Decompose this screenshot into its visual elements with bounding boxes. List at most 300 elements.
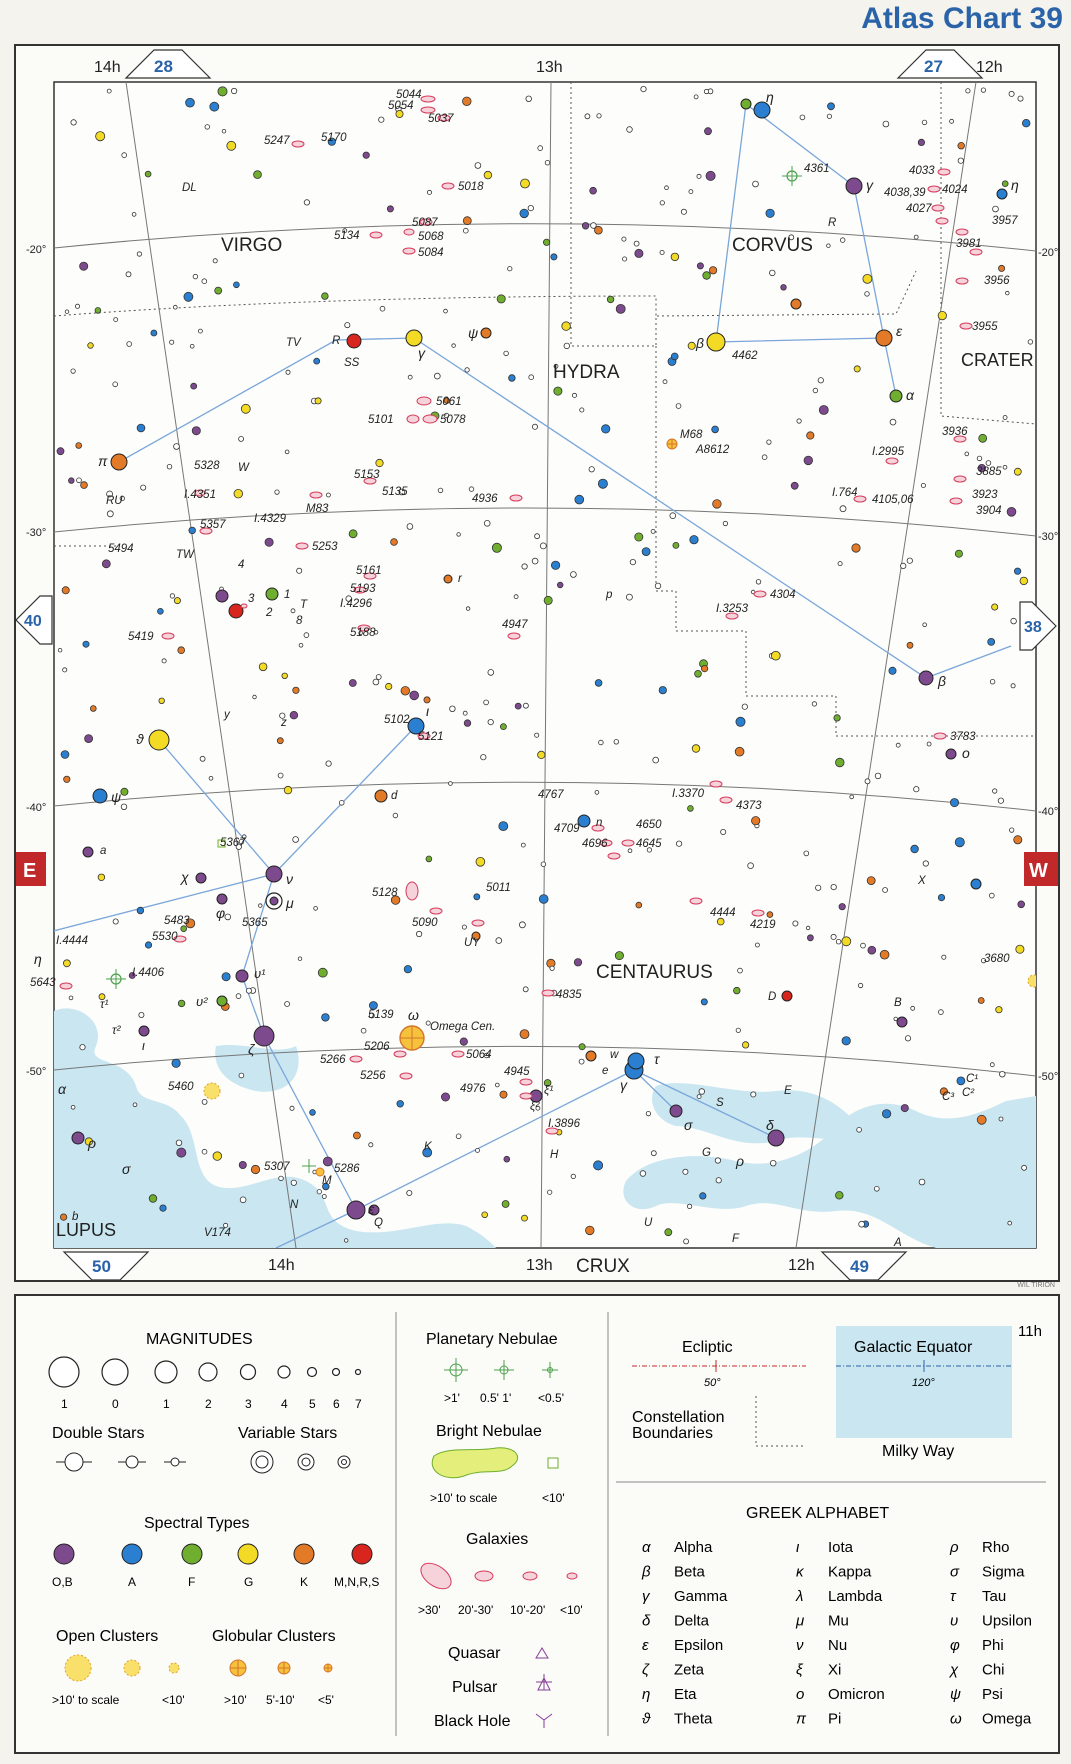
faint-star	[495, 1083, 499, 1087]
faint-star	[911, 1006, 915, 1010]
faint-star	[499, 822, 508, 831]
faint-star	[259, 904, 263, 908]
faint-star	[594, 1161, 603, 1170]
faint-star	[615, 952, 623, 960]
label-4105: 4105,06	[872, 494, 914, 506]
label-5460: 5460	[168, 1081, 194, 1093]
faint-star	[504, 351, 509, 356]
svg-text:27: 27	[924, 57, 943, 76]
faint-star	[595, 791, 599, 795]
faint-star	[978, 998, 984, 1004]
faint-star	[102, 560, 110, 568]
faint-star	[299, 643, 303, 647]
label-c3: C³	[942, 1091, 955, 1103]
faint-star	[923, 861, 928, 866]
label-x-var: X	[918, 875, 926, 887]
faint-star	[239, 1161, 246, 1168]
faint-star	[426, 856, 432, 862]
star-n-cen	[578, 815, 590, 827]
adjacent-chart-arrow-top-left[interactable]	[126, 50, 210, 78]
faint-star	[259, 663, 267, 671]
faint-star	[285, 450, 289, 454]
faint-star	[551, 254, 557, 260]
spectral-swatch	[54, 1544, 74, 1564]
greek-symbol: ξ	[796, 1661, 803, 1679]
faint-star	[640, 1171, 646, 1177]
label-w-small: w	[610, 1049, 619, 1061]
label-5357: 5357	[200, 519, 226, 531]
faint-star	[353, 1132, 360, 1139]
faint-star	[463, 228, 468, 233]
faint-star	[1022, 1165, 1027, 1170]
faint-star	[721, 829, 726, 834]
faint-star	[634, 241, 639, 246]
label-5170: 5170	[321, 132, 347, 144]
faint-star	[865, 292, 870, 297]
faint-star	[215, 287, 222, 294]
label-tv: TV	[286, 337, 301, 349]
label-eta-cen: η	[34, 951, 42, 967]
label-5253: 5253	[312, 541, 338, 553]
faint-star	[874, 1186, 879, 1191]
legend-double-stars: Double Stars	[52, 1425, 145, 1442]
greek-name: Eta	[674, 1686, 697, 1703]
faint-star	[992, 604, 998, 610]
faint-star	[868, 946, 876, 954]
faint-star	[993, 206, 999, 212]
star-3-cen	[216, 590, 228, 602]
faint-star	[771, 651, 780, 660]
faint-star	[177, 1148, 186, 1157]
legend-planetary-medium: 0.5' 1'	[480, 1391, 512, 1405]
label-i4296: I.4296	[340, 598, 372, 610]
greek-name: Omega	[982, 1710, 1032, 1728]
faint-star	[703, 272, 711, 280]
spectral-label: F	[188, 1575, 196, 1589]
faint-star	[818, 378, 823, 383]
faint-star	[227, 141, 236, 150]
star-theta-cen	[149, 730, 169, 750]
label-5530: 5530	[152, 931, 178, 943]
faint-star	[522, 564, 527, 569]
star-chart[interactable]	[14, 44, 1060, 1282]
spectral-swatch	[352, 1544, 372, 1564]
constellation-virgo: VIRGO	[221, 235, 283, 256]
faint-star	[523, 703, 528, 708]
faint-star	[172, 1059, 180, 1067]
greek-symbol: χ	[950, 1661, 959, 1679]
constellation-centaurus: CENTAURUS	[596, 962, 713, 983]
faint-star	[689, 190, 693, 194]
faint-star	[883, 121, 889, 127]
label-iota-lup: ι	[142, 1038, 145, 1053]
faint-star	[113, 382, 118, 387]
faint-star	[791, 482, 798, 489]
star-b-var	[897, 1017, 907, 1027]
star-1-cen	[266, 588, 278, 600]
label-beta-hya: β	[938, 673, 946, 689]
star-nu-cen	[266, 866, 282, 882]
faint-star	[159, 698, 165, 704]
faint-star	[812, 702, 816, 706]
faint-star	[598, 479, 607, 488]
faint-star	[630, 559, 635, 564]
adjacent-chart-arrow-right[interactable]	[1020, 602, 1056, 650]
label-alpha-lup: α	[58, 1081, 66, 1097]
greek-name: Alpha	[674, 1539, 713, 1556]
label-5483: 5483	[164, 915, 190, 927]
faint-star	[90, 706, 96, 712]
faint-star	[965, 452, 969, 456]
faint-star	[173, 305, 177, 309]
faint-star	[955, 550, 962, 557]
faint-star	[646, 1111, 650, 1115]
label-num3: 3	[248, 593, 255, 605]
faint-star	[57, 448, 64, 455]
greek-symbol: β	[642, 1563, 651, 1581]
faint-star	[202, 279, 207, 284]
variable-star-symbols	[251, 1451, 350, 1473]
legend-ecliptic-title: Ecliptic	[682, 1339, 733, 1356]
faint-star	[126, 272, 131, 277]
faint-star	[234, 489, 243, 498]
legend-canvas	[16, 1296, 1058, 1752]
faint-star	[697, 174, 701, 178]
faint-star	[484, 520, 490, 526]
faint-star	[623, 257, 627, 261]
faint-star	[488, 719, 493, 724]
faint-star	[660, 250, 664, 254]
faint-star	[692, 745, 700, 753]
svg-text:W: W	[1029, 860, 1048, 882]
faint-star	[393, 813, 398, 818]
faint-star	[828, 103, 835, 110]
label-num8: 8	[296, 615, 303, 627]
legend-planetary-title: Planetary Nebulae	[426, 1331, 558, 1348]
star-zeta-cen	[254, 1026, 274, 1046]
label-omega-cen-name: Omega Cen.	[430, 1021, 496, 1033]
label-chi-cen: χ	[181, 869, 189, 885]
faint-star	[955, 838, 964, 847]
greek-alphabet-table	[641, 1539, 1032, 1728]
faint-star	[386, 683, 392, 689]
ra-13h-bottom: 13h	[526, 1257, 553, 1274]
faint-star	[756, 580, 761, 585]
faint-star	[958, 158, 963, 163]
faint-star	[1000, 1071, 1006, 1077]
faint-star	[762, 455, 767, 460]
label-5494: 5494	[108, 543, 134, 555]
star-sigma-cen	[670, 1105, 682, 1117]
faint-star	[77, 478, 82, 483]
faint-star	[550, 966, 554, 970]
faint-star	[922, 120, 927, 125]
faint-star	[449, 782, 453, 786]
label-5054: 5054	[388, 100, 414, 112]
label-eta-crv: η	[766, 89, 774, 105]
faint-star	[1014, 568, 1020, 574]
faint-star	[989, 893, 994, 898]
magnitude-label: 2	[205, 1397, 212, 1411]
star-mu-cen	[270, 897, 278, 905]
greek-symbol: ω	[950, 1710, 962, 1728]
faint-star	[482, 1212, 488, 1218]
star-upsilon1-cen	[236, 970, 248, 982]
faint-star	[1010, 828, 1014, 832]
faint-star	[236, 994, 241, 999]
faint-star	[958, 142, 965, 149]
faint-star	[1002, 181, 1008, 187]
bright-nebula-symbol-small	[548, 1458, 558, 1468]
label-5135: 5135	[382, 486, 408, 498]
label-i764: I.764	[832, 487, 858, 499]
star-a-cen	[83, 847, 93, 857]
faint-star	[736, 717, 745, 726]
faint-star	[278, 773, 283, 778]
faint-star	[586, 1226, 595, 1235]
faint-star	[676, 841, 681, 846]
legend-galaxy-xl: >30'	[418, 1603, 441, 1617]
faint-star	[901, 1105, 908, 1112]
faint-star	[345, 323, 350, 328]
faint-star	[427, 190, 431, 194]
faint-star	[210, 102, 219, 111]
faint-star	[279, 1176, 284, 1181]
faint-star	[681, 209, 686, 214]
faint-star	[158, 608, 164, 614]
faint-star	[469, 487, 474, 492]
faint-star	[700, 1193, 706, 1199]
faint-star	[653, 757, 659, 763]
faint-star	[939, 1010, 944, 1015]
faint-star	[1007, 507, 1016, 516]
label-3957: 3957	[992, 215, 1018, 227]
faint-star	[977, 1115, 986, 1124]
label-5286: 5286	[334, 1163, 360, 1175]
faint-star	[636, 902, 642, 908]
faint-star	[285, 1002, 290, 1007]
faint-star	[532, 558, 538, 564]
faint-star	[293, 837, 299, 843]
faint-star	[977, 456, 982, 461]
faint-star	[239, 1073, 244, 1078]
label-upsilon2-cen: υ²	[196, 994, 208, 1009]
faint-star	[548, 1190, 552, 1194]
faint-star	[113, 919, 118, 924]
greek-symbol: μ	[796, 1612, 805, 1630]
label-5328: 5328	[194, 460, 220, 472]
faint-star	[369, 1143, 373, 1147]
label-ru: RU	[106, 495, 123, 507]
legend-globular-large: >10'	[224, 1693, 247, 1707]
label-k-var: K	[424, 1141, 432, 1153]
faint-star	[253, 695, 257, 699]
label-5084: 5084	[418, 247, 444, 259]
label-4936: 4936	[472, 493, 498, 505]
faint-star	[752, 817, 760, 825]
faint-star	[562, 322, 571, 331]
faint-star	[697, 263, 703, 269]
label-4650: 4650	[636, 819, 662, 831]
label-tau-cen: τ	[654, 1051, 660, 1067]
ra-11h: 11h	[1018, 1323, 1042, 1340]
faint-star	[999, 265, 1005, 271]
faint-star	[532, 424, 537, 429]
faint-star	[80, 262, 88, 270]
faint-star	[857, 1127, 862, 1132]
faint-star	[504, 1156, 510, 1162]
label-phi-cen: φ	[216, 905, 226, 921]
faint-star	[651, 529, 655, 533]
faint-star	[174, 444, 180, 450]
label-i4351: I.4351	[184, 489, 216, 501]
faint-star	[284, 786, 292, 794]
faint-star	[579, 1059, 584, 1064]
label-b-var: B	[894, 997, 902, 1009]
faint-star	[863, 274, 872, 283]
legend-boundaries-title-2: Boundaries	[632, 1425, 713, 1442]
faint-star	[80, 1045, 85, 1050]
faint-star	[107, 511, 113, 517]
legend-black-hole: Black Hole	[434, 1713, 511, 1730]
faint-star	[444, 309, 448, 313]
faint-star	[538, 751, 545, 758]
label-n-small: n	[596, 817, 603, 829]
label-n-var: N	[290, 1199, 299, 1211]
adjacent-chart-arrow-bottom-right[interactable]	[822, 1252, 906, 1280]
magnitude-label: 1	[61, 1397, 68, 1411]
faint-star	[589, 467, 594, 472]
faint-star	[622, 237, 626, 241]
legend-bright-nebulae-title: Bright Nebulae	[436, 1423, 542, 1440]
greek-symbol: ο	[796, 1686, 805, 1703]
faint-star	[69, 996, 73, 1000]
faint-star	[450, 706, 456, 712]
faint-star	[95, 308, 101, 314]
faint-star	[602, 425, 610, 433]
faint-star	[716, 1178, 721, 1183]
adjacent-chart-arrow-top-right[interactable]	[898, 50, 982, 78]
label-u-var: U	[644, 1217, 653, 1229]
faint-star	[890, 419, 896, 425]
faint-star	[854, 366, 860, 372]
star-w-edge	[971, 879, 981, 889]
faint-star	[488, 670, 494, 676]
faint-star	[198, 329, 202, 333]
label-3904: 3904	[976, 505, 1002, 517]
faint-star	[500, 1091, 507, 1098]
faint-star	[528, 205, 533, 210]
open-cluster-3680	[1028, 975, 1040, 987]
faint-star	[635, 249, 643, 257]
label-5643: 5643	[30, 977, 56, 989]
faint-star	[62, 587, 69, 594]
faint-star	[701, 665, 707, 671]
svg-text:50: 50	[92, 1257, 111, 1276]
faint-star	[1003, 465, 1007, 469]
faint-star	[807, 432, 814, 439]
label-delta-cen: δ	[766, 1117, 774, 1133]
faint-star	[376, 675, 381, 680]
legend-magnitudes-title: MAGNITUDES	[146, 1331, 253, 1348]
legend-planetary-small: <0.5'	[538, 1391, 564, 1405]
label-upsilon1-cen: υ¹	[254, 966, 266, 981]
faint-star	[839, 904, 845, 910]
label-theta-cen: ϑ	[136, 731, 144, 747]
faint-star	[734, 987, 741, 994]
faint-star	[557, 582, 563, 588]
star-beta-hya	[919, 671, 933, 685]
star-upsilon2-cen	[217, 996, 227, 1006]
greek-symbol: ρ	[950, 1539, 959, 1556]
label-4373: 4373	[736, 800, 762, 812]
adjacent-chart-arrow-bottom-left[interactable]	[64, 1252, 148, 1280]
faint-star	[186, 98, 195, 107]
label-h-var: H	[550, 1149, 559, 1161]
quasar-icon	[536, 1648, 548, 1658]
label-3923: 3923	[972, 489, 998, 501]
label-4038: 4038,39	[884, 187, 926, 199]
label-4361: 4361	[804, 163, 830, 175]
label-uy: UY	[464, 937, 480, 949]
greek-symbol: γ	[642, 1588, 650, 1605]
faint-star	[875, 773, 881, 779]
faint-star	[191, 383, 197, 389]
faint-star	[318, 968, 327, 977]
star-alpha-crv	[890, 390, 902, 402]
boundary-symbol	[756, 1396, 806, 1446]
faint-star	[88, 343, 94, 349]
faint-star	[441, 1093, 449, 1101]
svg-text:49: 49	[850, 1257, 869, 1276]
faint-star	[407, 524, 413, 530]
adjacent-chart-arrow-left[interactable]	[16, 596, 52, 644]
faint-star	[905, 1036, 910, 1041]
magnitude-circles	[49, 1357, 361, 1387]
label-5206: 5206	[364, 1041, 390, 1053]
globular-cluster-omega-cen	[400, 1026, 424, 1050]
label-5078: 5078	[440, 414, 466, 426]
greek-name: Xi	[828, 1661, 842, 1679]
faint-star	[859, 1221, 865, 1227]
faint-star	[713, 500, 722, 509]
faint-star	[291, 1180, 296, 1185]
faint-star	[322, 293, 329, 300]
faint-star	[64, 776, 70, 782]
label-a8612: A8612	[696, 444, 730, 456]
faint-star	[699, 1089, 705, 1095]
label-3680: 3680	[984, 953, 1010, 965]
label-5153: 5153	[354, 469, 380, 481]
label-beta-crv: β	[696, 335, 704, 351]
greek-symbol: ψ	[950, 1686, 961, 1703]
faint-star	[202, 1099, 207, 1104]
faint-star	[616, 304, 625, 313]
star-pi-hya	[111, 454, 127, 470]
faint-star	[63, 960, 70, 967]
faint-star	[1018, 96, 1023, 101]
faint-star	[767, 440, 771, 444]
faint-star	[404, 966, 411, 973]
faint-star	[781, 285, 787, 291]
star-r-vir	[347, 334, 361, 348]
label-mu-cen: μ	[286, 895, 294, 911]
star-beta-crv	[707, 333, 725, 351]
faint-star	[463, 97, 472, 106]
label-rho-lup: ρ	[88, 1135, 97, 1151]
label-i4444: I.4444	[56, 935, 88, 947]
faint-star	[81, 482, 88, 489]
